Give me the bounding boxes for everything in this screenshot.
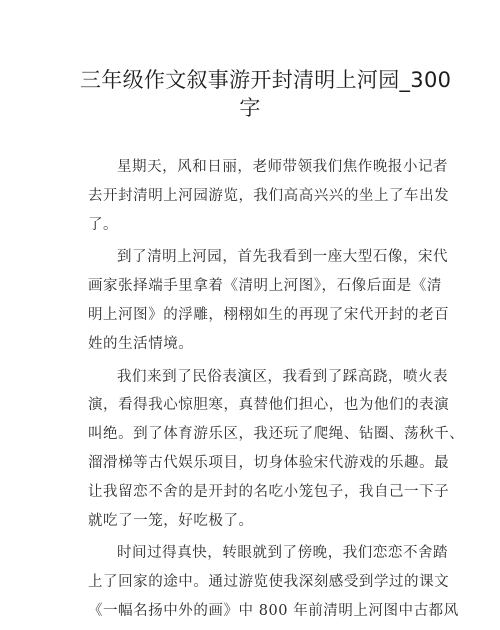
paragraph-line: 让我留恋不舍的是开封的名吃小笼包子，我自己一下子 [88,483,450,500]
document-title [80,66,452,122]
paragraph-line: 《一幅名扬中外的画》中 800 年前清明上河图中古都风 [88,602,459,619]
paragraph-line: 演，看得我心惊胆寒，真替他们担心，也为他们的表演 [88,397,450,414]
paragraph-line: 叫绝。到了体育游乐区，我还玩了爬绳、钻圈、荡秋千、 [88,426,465,443]
paragraph-3 [88,363,465,536]
paragraph-1 [88,153,450,239]
paragraph-4 [88,539,459,625]
paragraph-line: 星期天，风和日丽，老师带领我们焦作晚报小记者 [117,159,449,175]
paragraph-line: 画家张择端手里拿着《清明上河图》，石像后面是《清 [88,278,442,295]
title-line-1: 三年级作文叙事游开封清明上河园_300 [80,68,452,92]
paragraph-line: 了。 [88,216,119,233]
paragraph-line: 到了清明上河园，首先我看到一座大型石像，宋代 [117,249,449,266]
paragraph-line: 去开封清明上河园游览，我们高高兴兴的坐上了车出发 [88,187,450,204]
paragraph-line: 时间过得真快，转眼就到了傍晚，我们恋恋不舍踏 [117,545,449,562]
paragraph-line: 就吃了一笼，好吃极了。 [88,512,254,529]
title-line-2: 字 [239,96,261,120]
paragraph-line: 姓的生活情境。 [88,335,194,352]
paragraph-2 [88,243,450,358]
paragraph-line: 溜滑梯等古代娱乐项目，切身体验宋代游戏的乐趣。最 [88,454,450,471]
paragraph-line: 我们来到了民俗表演区，我看到了踩高跷，喷火表 [117,368,449,385]
document-body [88,153,465,630]
paragraph-line: 上了回家的途中。通过游览使我深刻感受到学过的课文 [88,574,450,591]
paragraph-line: 明上河图》的浮雕，栩栩如生的再现了宋代开封的老百 [88,306,450,323]
